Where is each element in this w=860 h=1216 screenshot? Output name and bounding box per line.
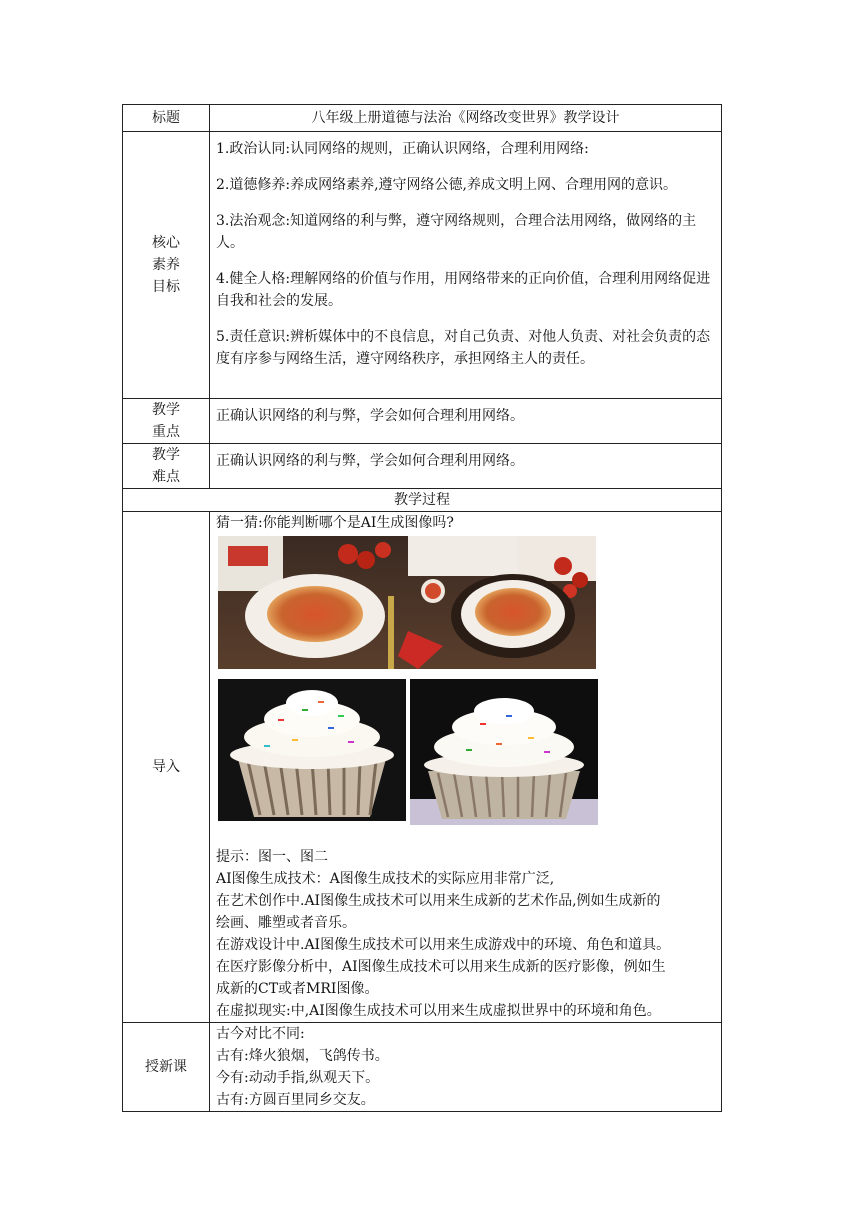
difficulty-value: 正确认识网络的利与弊，学会如何合理利用网络。	[210, 444, 722, 489]
intro-line: AI图像生成技术：A图像生成技术的实际应用非常广泛,	[216, 871, 555, 887]
goal-item: 1.政治认同:认同网络的规则，正确认识网络，合理利用网络:	[216, 141, 589, 157]
key-point-value: 正确认识网络的利与弊，学会如何合理利用网络。	[210, 399, 722, 444]
new-lesson-line: 今有:动动手指,纵观天下。	[216, 1070, 380, 1086]
intro-line: 在游戏设计中.AI图像生成技术可以用来生成游戏中的环境、角色和道具。	[216, 937, 671, 953]
cupcake-image-two	[410, 679, 598, 825]
document-title: 八年级上册道德与法治《网络改变世界》教学设计	[210, 105, 722, 132]
difficulty-label: 教学 难点	[123, 444, 210, 489]
lesson-plan-document	[122, 104, 721, 1112]
title-label: 标题	[123, 105, 210, 132]
new-lesson-label: 授新课	[123, 1023, 210, 1112]
process-header-row	[123, 489, 722, 512]
intro-question: 猜一猜:你能判断哪个是AI生成图像吗?	[216, 515, 454, 531]
key-point-label: 教学 重点	[123, 399, 210, 444]
core-goals-content	[210, 132, 722, 399]
new-lesson-line: 古今对比不同:	[216, 1026, 305, 1042]
difficulty-row	[123, 444, 722, 489]
intro-label: 导入	[123, 512, 210, 1023]
core-goals-label: 核心 素养 目标	[123, 132, 210, 399]
new-lesson-line: 古有:方圆百里同乡交友。	[216, 1092, 375, 1108]
new-lesson-content	[210, 1023, 722, 1112]
lesson-plan-table	[122, 104, 722, 1112]
intro-content	[210, 512, 722, 1023]
intro-line: 绘画、雕塑或者音乐。	[216, 915, 356, 931]
image-gallery	[216, 536, 715, 846]
goal-item: 2.道德修养:养成网络素养,遵守网络公德,养成文明上网、合理用网的意识。	[216, 177, 677, 193]
title-row	[123, 105, 722, 132]
intro-row	[123, 512, 722, 1023]
process-header: 教学过程	[123, 489, 722, 512]
intro-line: 在艺术创作中.AI图像生成技术可以用来生成新的艺术作品,例如生成新的	[216, 893, 661, 909]
intro-line: 成新的CT或者MRI图像。	[216, 981, 379, 997]
core-goals-row	[123, 132, 722, 399]
pasta-image	[218, 536, 596, 669]
intro-line: 在医疗影像分析中，AI图像生成技术可以用来生成新的医疗影像，例如生	[216, 959, 666, 975]
new-lesson-line: 古有:烽火狼烟，飞鸽传书。	[216, 1048, 389, 1064]
key-point-row	[123, 399, 722, 444]
goal-item: 3.法治观念:知道网络的利与弊，遵守网络规则，合理合法用网络，做网络的主人。	[216, 213, 697, 251]
intro-line: 在虚拟现实:中,AI图像生成技术可以用来生成虚拟世界中的环境和角色。	[216, 1003, 661, 1019]
cupcake-image-one	[218, 679, 406, 821]
new-lesson-row	[123, 1023, 722, 1112]
goal-item: 5.责任意识:辨析媒体中的不良信息，对自己负责、对他人负责、对社会负责的态度有序参与网络生活，遵守网络秩序，承担网络主人的责任。	[216, 329, 711, 367]
goal-item: 4.健全人格:理解网络的价值与作用，用网络带来的正向价值，合理利用网络促进自我和社会的发展。	[216, 271, 711, 309]
intro-line: 提示：图一、图二	[216, 849, 328, 865]
